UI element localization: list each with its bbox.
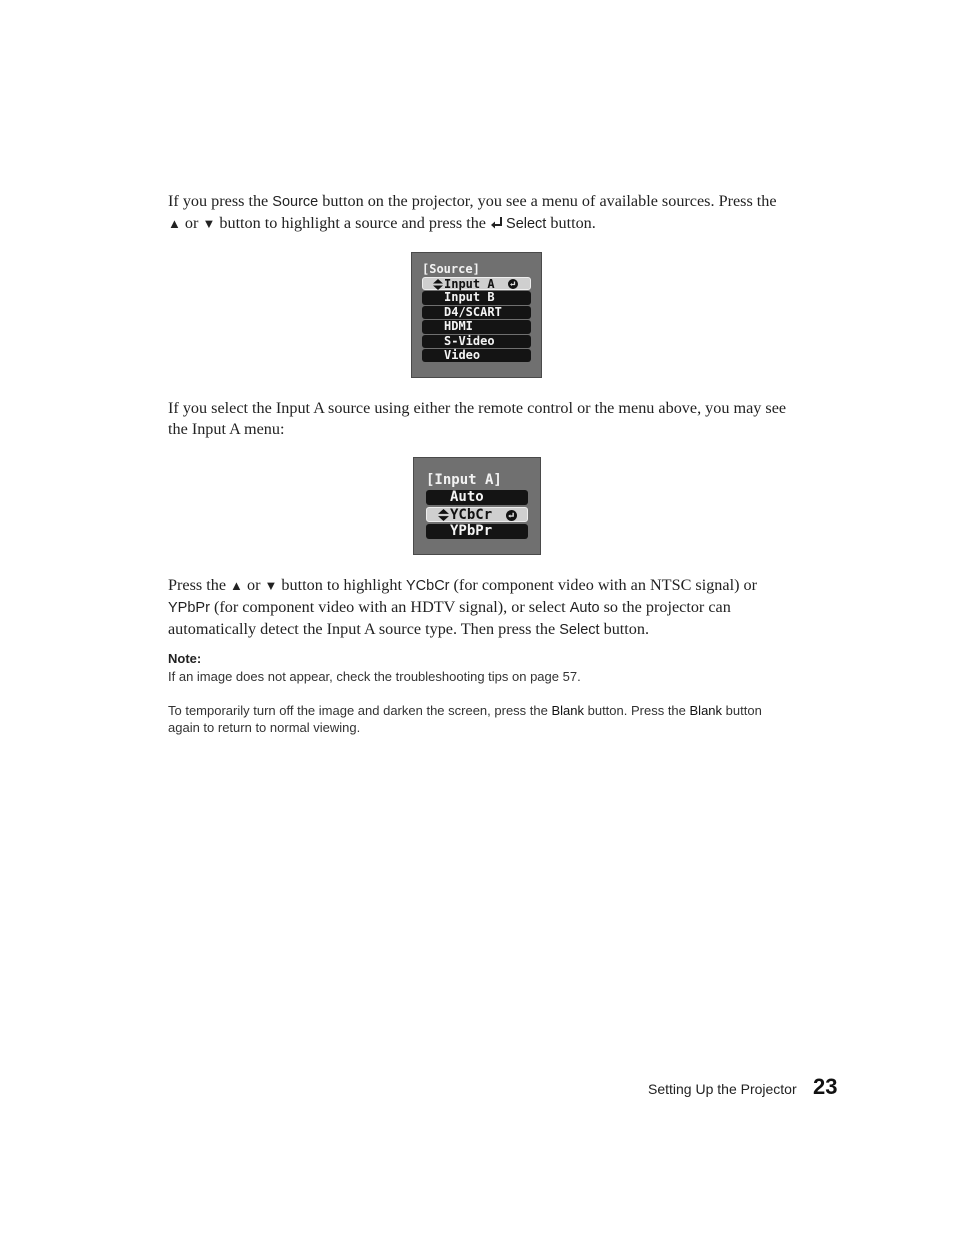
menu-item-label: YPbPr [450,523,493,539]
text-run: or [242,576,265,594]
menu-item-label: S-Video [444,333,495,348]
input-a-menu-item-ycbcr [426,507,528,522]
down-arrow-icon: ▼ [202,216,216,231]
input-a-menu-item-ypbpr [426,524,528,539]
source-menu-screenshot [411,252,542,378]
source-menu-item-d4-scart [422,306,531,319]
text-run: If you press the [168,192,273,210]
text-run: button on the projector, you see a menu of available sources. Press the [318,192,777,210]
text-run: (for component video with an HDTV signal), or select [209,598,570,616]
source-menu-item-hdmi [422,320,531,333]
text-run: so the projector can automatically detect the Input A source type. Then press the [168,598,731,638]
text-run: button to highlight [277,576,406,594]
source-button-label: Source [272,194,319,210]
menu-item-label: D4/SCART [444,304,502,319]
enter-icon [506,510,517,521]
source-menu-item-video [422,349,531,362]
text-run: or [180,214,203,232]
blank-tip [168,702,788,736]
enter-icon [508,279,518,289]
auto-label: Auto [569,600,600,616]
input-a-paragraph: If you select the Input A source using either the remote control or the menu above, you may see the Input A menu: [168,399,787,438]
ypbpr-label: YPbPr [168,600,210,616]
menu-item-label: HDMI [444,319,473,334]
up-arrow-icon: ▲ [230,578,243,593]
text-run: (for component video with an NTSC signal) or [449,576,758,594]
menu-item-label: Input B [444,290,495,305]
menu-item-label: Video [444,347,481,362]
up-down-icon [433,279,443,290]
note-body: If an image does not appear, check the troubleshooting tips on page 57. [168,669,581,684]
source-menu-item-input-a [422,277,531,290]
select-button-label: Select [506,216,547,232]
note-heading: Note: [168,651,202,666]
up-arrow-icon: ▲ [168,216,181,231]
text-run: button. [546,214,596,232]
blank-button-label: Blank [551,703,584,718]
intro-paragraph [168,191,788,235]
menu-item-label: Input A [444,277,495,291]
select-button-label: Select [559,622,600,638]
blank-button-label: Blank [689,703,723,718]
source-menu-title: [Source] [422,262,480,276]
footer-section-title: Setting Up the Projector [648,1081,797,1097]
source-menu-item-s-video [422,335,531,348]
menu-item-label: YCbCr [450,507,493,523]
input-a-menu-screenshot [413,457,541,555]
page-number: 23 [813,1074,838,1099]
input-a-menu-title: [Input A] [426,472,502,488]
input-a-menu-item-auto [426,490,528,505]
text-run: Press the [168,576,231,594]
menu-item-label: Auto [450,489,484,505]
highlight-paragraph [168,575,788,641]
text-run: To temporarily turn off the image and darken the screen, press the [168,703,552,718]
down-arrow-icon: ▼ [264,578,278,593]
text-run: button. [599,620,650,638]
text-run: button. Press the [584,703,690,718]
text-run: button again to return to normal viewing. [168,703,762,735]
text-run: button to highlight a source and press the [215,214,491,232]
ycbcr-label: YCbCr [405,578,450,594]
enter-icon [490,216,504,230]
up-down-icon [438,509,449,521]
source-menu-item-input-b [422,291,531,304]
